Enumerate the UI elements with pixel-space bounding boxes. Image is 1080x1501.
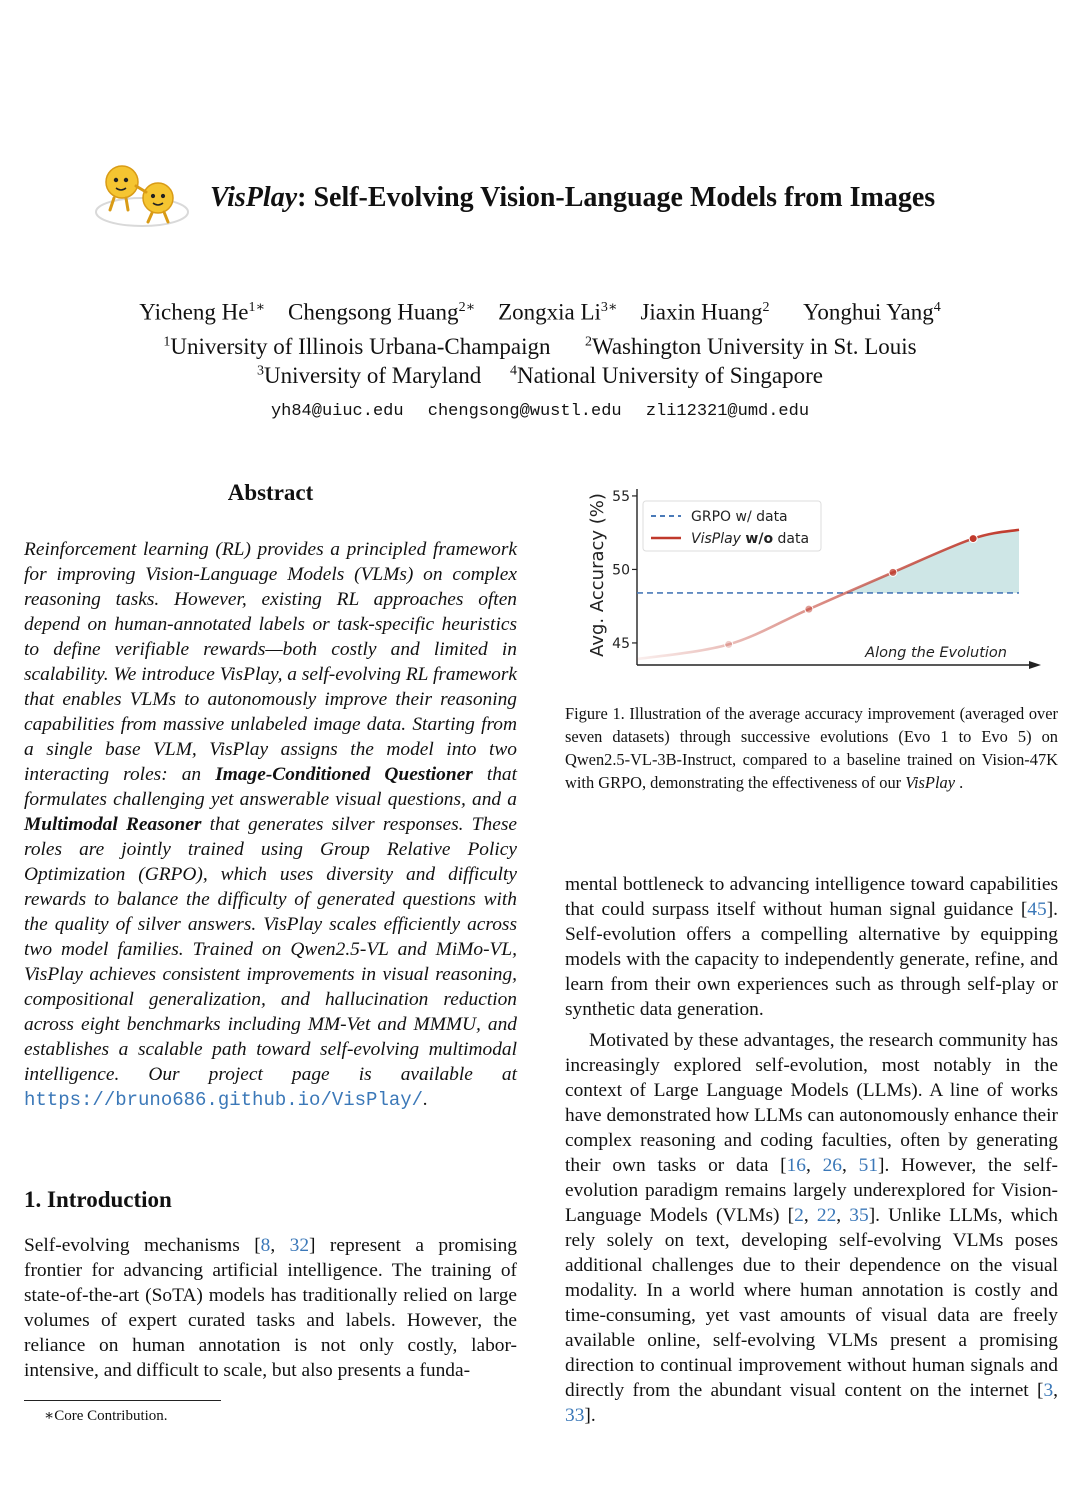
visplay-logo bbox=[92, 152, 192, 232]
citation-link[interactable]: 32 bbox=[289, 1235, 310, 1256]
affil-sup: 4 bbox=[509, 363, 517, 379]
email[interactable]: zli12321@umd.edu bbox=[645, 402, 810, 421]
body-text: , bbox=[1053, 1380, 1058, 1401]
author-name: Yonghui Yang bbox=[803, 299, 934, 325]
author-name: Yicheng He bbox=[139, 299, 249, 325]
author-sup: 4 bbox=[933, 300, 941, 315]
chart-x-axis-arrow bbox=[1029, 661, 1041, 669]
affiliation: National University of Singapore bbox=[516, 363, 823, 388]
abstract-text: that generates silver responses. These roles are jointly trained using Group Relative Policy Optimization (GRPO), which uses diversity and difficulty rewards to balance the difficulty of generated questions with the quality of silver answers. VisPlay scales efficiently across two model families. Trained on Qwen2.5-VL and MiMo-VL, VisPlay achieves consistent improvements in visual reasoning, compositional generalization, and hallucination reduction across eight benchmarks including MM-Vet and MMMU, and establishes a scalable path toward self-evolving multimodal intelligence. Our project page is available at bbox=[24, 814, 517, 1085]
citation-link[interactable]: 2 bbox=[794, 1205, 804, 1226]
citation-link[interactable]: 26 bbox=[822, 1155, 842, 1176]
abstract-bold: Image-Conditioned Questioner bbox=[215, 764, 473, 785]
chart-ylabel: Avg. Accuracy (%) bbox=[587, 493, 608, 657]
affiliation-line-1 bbox=[0, 334, 1080, 360]
chart-ytick-label: 45 bbox=[612, 635, 630, 652]
title-rest: : Self-Evolving Vision-Language Models from Images bbox=[297, 182, 936, 213]
citation-link[interactable]: 8 bbox=[260, 1235, 271, 1256]
intro-paragraph-right-2 bbox=[565, 1028, 1058, 1428]
affil-sup: 1 bbox=[163, 334, 171, 350]
email-list bbox=[0, 402, 1080, 421]
chart-ytick-label: 55 bbox=[612, 488, 630, 505]
affiliation-line-2 bbox=[0, 363, 1080, 389]
body-text: , bbox=[803, 1205, 817, 1226]
abstract-text: that formulates challenging yet answerable visual questions, and a bbox=[24, 764, 517, 810]
citation-link[interactable]: 16 bbox=[786, 1155, 806, 1176]
title-visplay: VisPlay bbox=[210, 182, 298, 213]
author-name: Jiaxin Huang bbox=[640, 299, 763, 325]
citation-link[interactable]: 45 bbox=[1027, 899, 1047, 920]
chart-ytick-label: 50 bbox=[612, 562, 630, 579]
citation-link[interactable]: 51 bbox=[858, 1155, 879, 1176]
author-name: Zongxia Li bbox=[498, 299, 601, 325]
affiliation: University of Maryland bbox=[264, 363, 482, 388]
footnote: ∗Core Contribution. bbox=[44, 1408, 168, 1424]
intro-paragraph-left bbox=[24, 1233, 517, 1383]
legend-label-visplay: VisPlay w/o data bbox=[691, 531, 810, 547]
body-text: , bbox=[805, 1155, 823, 1176]
legend-label-baseline: GRPO w/ data bbox=[691, 509, 788, 525]
body-text: ]. Self-evolution offers a compelling alternative by equipping models with the capacity to independently generate, refine, and learn from their own experiences such as through self-play or synthetic data generation. bbox=[565, 899, 1058, 1020]
body-text: mental bottleneck to advancing intelligence toward capabilities that could surpass itself without human signal guidance [ bbox=[565, 874, 1058, 920]
abstract-text: Reinforcement learning (RL) provides a principled framework for improving Vision-Language Models (VLMs) on complex reasoning tasks. However, existing RL approaches often depend on human-annotated labels or task-specific heuristics to define verifiable rewards—both costly and limited in scalability. We introduce VisPlay, a self-evolving RL framework that enables VLMs to autonomously improve their reasoning capabilities from massive unlabeled image data. Starting from a single base VLM, VisPlay assigns the model into two interacting roles: an bbox=[24, 539, 517, 785]
caption-italic: VisPlay bbox=[905, 773, 955, 792]
paper-title bbox=[210, 182, 935, 214]
author-name: Chengsong Huang bbox=[287, 299, 459, 325]
author-sup: 3∗ bbox=[600, 300, 618, 315]
accuracy-chart bbox=[585, 483, 1055, 683]
chart-point bbox=[805, 605, 813, 613]
abstract-heading: Abstract bbox=[227, 480, 314, 505]
citation-link[interactable]: 22 bbox=[816, 1205, 837, 1226]
chart-point bbox=[969, 535, 977, 543]
email[interactable]: yh84@uiuc.edu bbox=[270, 402, 404, 421]
affiliation: Washington University in St. Louis bbox=[591, 334, 917, 359]
author-sup: 2∗ bbox=[458, 300, 476, 315]
intro-paragraph-right-1 bbox=[565, 872, 1058, 1022]
caption-text: . bbox=[954, 773, 964, 792]
project-page-link[interactable]: https://bruno686.github.io/VisPlay/ bbox=[24, 1089, 424, 1111]
caption-text: Figure 1. Illustration of the average accuracy improvement (averaged over seven datasets) through successive evolutions (Evo 1 to Evo 5) on Qwen2.5-VL-3B-Instruct, compared to a baseline trained on Vision-47K with GRPO, demonstrating the effectiveness of our bbox=[565, 704, 1058, 792]
chart-xlabel: Along the Evolution bbox=[865, 645, 1007, 661]
abstract-text: . bbox=[423, 1089, 428, 1110]
citation-link[interactable]: 35 bbox=[849, 1205, 869, 1226]
chart-point bbox=[889, 568, 897, 576]
abstract-bold: Multimodal Reasoner bbox=[24, 814, 202, 835]
body-text: Self-evolving mechanisms [ bbox=[24, 1235, 261, 1256]
body-text: , bbox=[836, 1205, 850, 1226]
figure-caption bbox=[565, 702, 1058, 794]
affil-sup: 3 bbox=[257, 363, 265, 379]
body-text: ]. Unlike LLMs, which rely solely on text, developing self-evolving VLMs poses additional challenges due to their dependence on the visual modality. In a world where human annotation is costly and time-consuming, yet vast amounts of visual data are freely available online, self-evolving VLMs present a promising direction to continual improvement without human signals and directly from the abundant visual content on the internet [ bbox=[565, 1205, 1058, 1401]
body-text: , bbox=[842, 1155, 859, 1176]
citation-link[interactable]: 3 bbox=[1043, 1380, 1054, 1401]
body-text: , bbox=[270, 1235, 290, 1256]
affil-sup: 2 bbox=[584, 334, 592, 350]
footnote-rule bbox=[24, 1400, 221, 1401]
email[interactable]: chengsong@wustl.edu bbox=[427, 402, 622, 421]
author-list bbox=[0, 299, 1080, 326]
citation-link[interactable]: 33 bbox=[565, 1405, 585, 1426]
affiliation: University of Illinois Urbana-Champaign bbox=[170, 334, 551, 359]
author-sup: 2 bbox=[762, 300, 770, 315]
abstract-body bbox=[24, 537, 517, 1113]
section-heading: 1. Introduction bbox=[24, 1187, 172, 1212]
chart-point bbox=[725, 640, 733, 648]
body-text: ] represent a promising frontier for advancing artificial intelligence. The training of state-of-the-art (SoTA) models has traditionally relied on large volumes of expert curated tasks and labels. However, the reliance on human annotation is not only costly, labor-intensive, and difficult to scale, but also presents a funda- bbox=[24, 1235, 517, 1381]
body-text: ]. bbox=[584, 1405, 596, 1426]
body-text: Motivated by these advantages, the research community has increasingly explored self-evolution, most notably in the context of Large Language Models (LLMs). A line of works have demonstrated how LLMs can autonomously enhance their complex reasoning and coding faculties, often by generating their own tasks or data [ bbox=[565, 1030, 1058, 1176]
author-sup: 1∗ bbox=[248, 300, 265, 315]
body-text: ]. However, the self-evolution paradigm remains largely underexplored for Vision-Language Models (VLMs) [ bbox=[565, 1155, 1058, 1226]
